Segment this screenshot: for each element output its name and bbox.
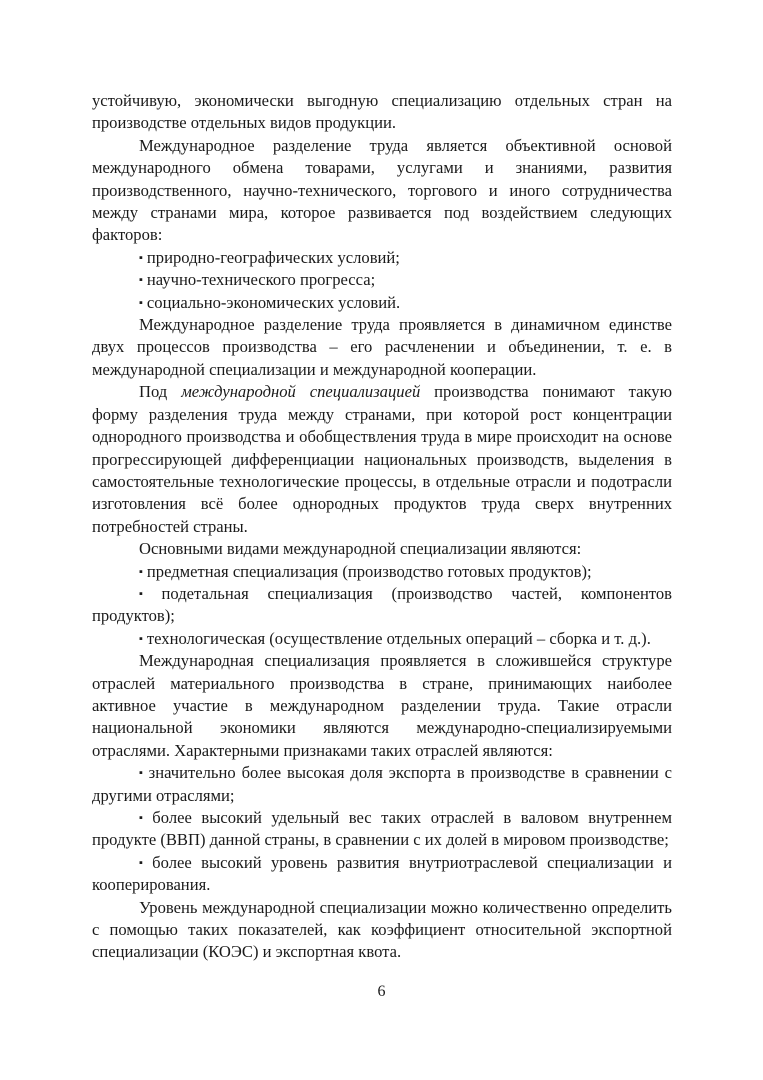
paragraph: Международное разделение труда проявляется в динамичном единстве двух процессов производства – его расчленении и объединении, т. е. в международной специализации и международной кооперации.: [92, 315, 672, 379]
list-item-text: более высокий удельный вес таких отраслей в валовом внутреннем продукте (ВВП) данной страны, в сравнении с их долей в мировом производстве;: [92, 808, 672, 850]
bullet-icon: ▪: [139, 251, 143, 264]
paragraph: устойчивую, экономически выгодную специализацию отдельных стран на производстве отдельных видов продукции.: [92, 91, 672, 133]
list-item: [92, 807, 672, 852]
document-body: [92, 90, 672, 964]
list-item: [92, 561, 672, 583]
bullet-icon: ▪: [139, 274, 143, 287]
paragraph: Основными видами международной специализации являются:: [139, 539, 582, 559]
page-number: 6: [377, 983, 386, 1000]
paragraph: [92, 381, 672, 538]
bullet-icon: ▪: [139, 587, 158, 600]
list-item-text: научно-технического прогресса;: [146, 270, 376, 290]
list-item-text: подетальная специализация (производство частей, компонентов продуктов);: [92, 583, 672, 626]
paragraph-text: Под: [139, 382, 182, 402]
list-item: [92, 762, 672, 807]
bullet-icon: ▪: [139, 767, 145, 780]
list-item: [92, 852, 672, 897]
paragraph: Международная специализация проявляется в сложившейся структуре отраслей материального производства в стране, принимающих наиболее активное участие в международном разделении труда. Такие отрасли национальной экономики являются международно-специализируемыми отраслями. Характерными признаками таких отраслей являются:: [92, 651, 672, 760]
list-item: [139, 292, 672, 314]
bullet-icon: ▪: [139, 856, 149, 869]
bullet-icon: ▪: [139, 565, 143, 578]
bullet-icon: ▪: [139, 632, 143, 645]
list-item: [139, 269, 672, 291]
list-item: [92, 628, 672, 650]
list-item: [92, 583, 672, 628]
bullet-list-signs: [92, 762, 672, 896]
list-item-text: природно-географических условий;: [146, 247, 400, 267]
list-item-text: более высокий уровень развития внутриотраслевой специализации и кооперирования.: [92, 852, 672, 895]
bullet-list-types: [92, 561, 672, 651]
paragraph-text: производства понимают такую форму разделения труда между странами, при которой рост концентрации однородного производства и обобществления труда в мире происходит на основе прогрессирующей дифференциации национальных производств, выделения в самостоятельные технологические процессы, в отдельные отрасли и подотрасли изготовления всё более однородных продуктов труда сверх внутренних потребностей страны.: [92, 382, 672, 536]
paragraph: Уровень международной специализации можно количественно определить с помощью таких показателей, как коэффициент относительной экспортной специализации (КОЭС) и экспортная квота.: [92, 897, 672, 962]
list-item-text: значительно более высокая доля экспорта в производстве в сравнении с другими отраслями;: [92, 763, 672, 805]
list-item-text: технологическая (осуществление отдельных операций – сборка и т. д.).: [146, 628, 651, 648]
list-item: [139, 247, 672, 269]
paragraph: Международное разделение труда является объективной основой международного обмена товарами, услугами и знаниями, развития производственного, научно-технического, торгового и иного сотрудничества между странами мира, которое развивается под воздействием следующих факторов:: [92, 135, 672, 245]
italic-term: международной специализацией: [181, 382, 421, 402]
list-item-text: предметная специализация (производство готовых продуктов);: [146, 561, 592, 581]
bullet-list-factors: [92, 247, 672, 314]
bullet-icon: ▪: [139, 812, 149, 824]
bullet-icon: ▪: [139, 296, 143, 309]
list-item-text: социально-экономических условий.: [146, 292, 401, 312]
